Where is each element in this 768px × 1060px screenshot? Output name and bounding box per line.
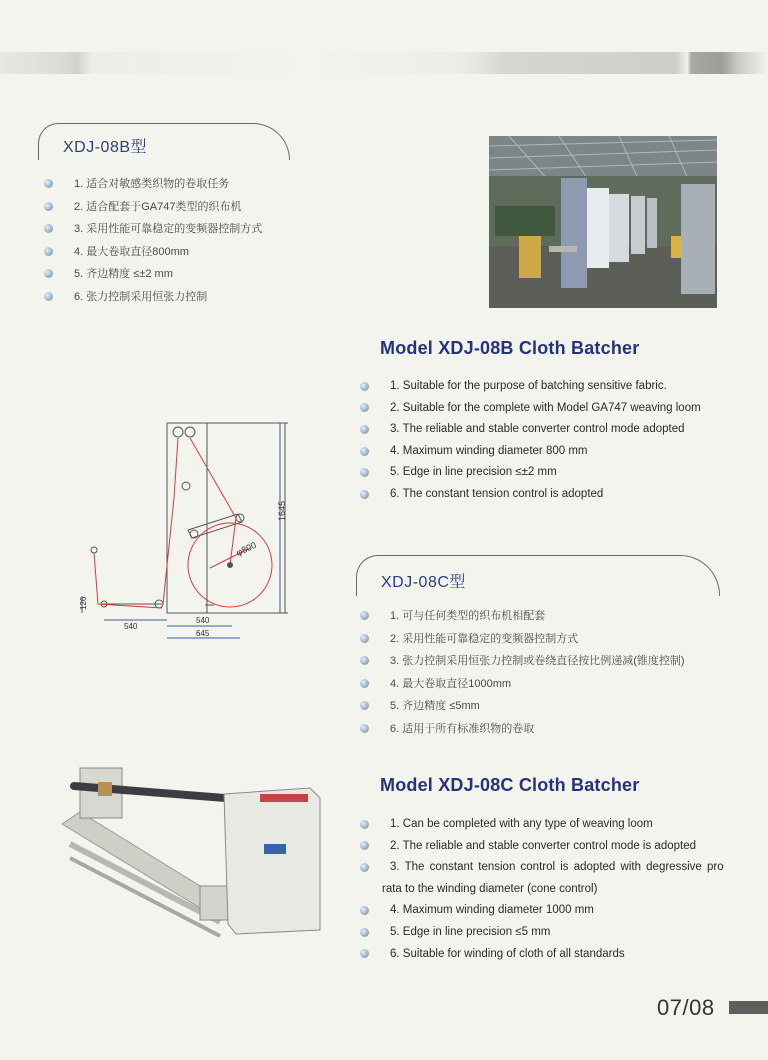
factory-photo [489,136,717,308]
heading-08b-en: Model XDJ-08B Cloth Batcher [380,338,640,358]
arm-roller [190,530,198,538]
bullet-icon [360,841,369,850]
list-item: 3. 张力控制采用恒张力控制或卷绕直径按比例递减(锥度控制) [360,650,685,673]
list-item-continuation: rata to the winding diameter (cone control) [382,882,598,895]
cloth-path [94,553,162,608]
bullet-icon [360,906,369,915]
bullet-icon [360,656,369,665]
warning-label [260,794,308,802]
bullet-icon [360,403,369,412]
list-item: 6. Suitable for winding of cloth of all standards [360,944,724,966]
bullet-icon [360,611,369,620]
features-08b-en [360,376,701,506]
list-item: 4. 最大卷取直径800mm [44,241,262,264]
bullet-icon [44,202,53,211]
brand-logo [264,844,286,854]
list-item: 1. Can be completed with any type of weaving loom [360,814,724,836]
height-label: 1645 [277,500,287,521]
batcher-illustration [50,764,340,942]
bullet-icon [360,468,369,477]
bullet-icon [360,724,369,733]
gear [98,782,112,796]
width-label: 540 [196,616,210,625]
features-08b-cn [44,173,262,308]
product-photo-08c [50,764,340,942]
bullet-icon [44,247,53,256]
frame-column [167,423,207,613]
bullet-icon [44,179,53,188]
list-item: 2. 适合配套于GA747类型的织布机 [44,196,262,219]
bullet-icon [360,820,369,829]
bullet-icon [360,949,369,958]
top-roller [173,427,183,437]
technical-drawing [70,418,300,646]
cloth-path [190,438,236,565]
winding-center [227,562,233,568]
features-08c-cn [360,605,685,740]
top-roller [185,427,195,437]
entry-roller [91,547,97,553]
bullet-icon [360,425,369,434]
section-08c-title: XDJ-08C型 [381,574,466,591]
diameter-label: φ800 [234,539,258,558]
bullet-icon [44,269,53,278]
list-item: 5. 齐边精度 ≤±2 mm [44,263,262,286]
list-item: 5. Edge in line precision ≤±2 mm [360,462,701,484]
list-item: 6. 适用于所有标准织物的卷取 [360,718,685,741]
list-item: 3. The constant tension control is adopted with degressive pro [360,857,724,879]
bullet-icon [360,701,369,710]
bullet-icon [360,679,369,688]
section-08c-title-frame [356,555,720,596]
list-item: 2. Suitable for the complete with Model GA747 weaving loom [360,398,701,420]
width-label: 645 [196,629,210,638]
list-item: 2. 采用性能可靠稳定的变频器控制方式 [360,628,685,651]
list-item: 3. The reliable and stable converter control mode adopted [360,419,701,441]
list-item: 1. Suitable for the purpose of batching sensitive fabric. [360,376,701,398]
cloth-path [163,438,178,604]
list-item: 5. 齐边精度 ≤5mm [360,695,685,718]
list-item: 4. 最大卷取直径1000mm [360,673,685,696]
bullet-icon [360,863,369,872]
top-decorative-band [0,52,768,74]
bullet-icon [360,490,369,499]
list-item: 5. Edge in line precision ≤5 mm [360,922,724,944]
control-cabinet [224,788,320,934]
list-item: 6. 张力控制采用恒张力控制 [44,286,262,309]
page-number: 07/08 [657,995,715,1020]
bullet-icon [360,634,369,643]
factory-illustration [489,136,717,308]
list-item: 1. 可与任何类型的织布机相配套 [360,605,685,628]
page-number-bar [729,1001,768,1014]
bullet-icon [360,382,369,391]
list-item: 6. The constant tension control is adopted [360,484,701,506]
bullet-icon [44,292,53,301]
list-item: 3. 采用性能可靠稳定的变频器控制方式 [44,218,262,241]
list-item: 1. 适合对敏感类织物的卷取任务 [44,173,262,196]
guide-roller [182,482,190,490]
bullet-icon [360,447,369,456]
section-08b-title: XDJ-08B型 [63,139,148,156]
left-height-label: 126 [79,596,88,610]
section-08b-title-frame [38,123,290,160]
heading-08c-en: Model XDJ-08C Cloth Batcher [380,775,640,795]
list-item: 4. Maximum winding diameter 800 mm [360,441,701,463]
list-item: 4. Maximum winding diameter 1000 mm [360,900,724,922]
list-item: 2. The reliable and stable converter control mode is adopted [360,836,724,858]
features-08c-en [360,814,724,965]
width-label: 540 [124,622,138,631]
bullet-icon [360,928,369,937]
bullet-icon [44,224,53,233]
